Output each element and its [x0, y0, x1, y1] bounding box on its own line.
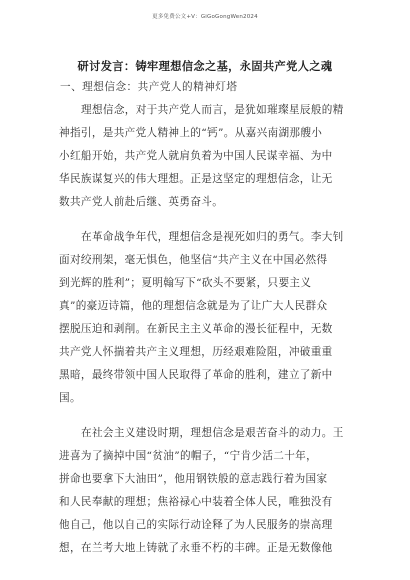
body-line: 他自己，他以自己的实际行动诠释了为人民服务的崇高理	[59, 519, 333, 531]
document-title: 研讨发言：铸牢理想信念之基，永固共产党人之魂	[77, 59, 333, 73]
header-note: 更多免费公文+V：GiGoGongWen2024	[152, 14, 258, 20]
body-line: 理想信念，对于共产党人而言，是犹如璀璨星辰般的精	[81, 104, 344, 116]
body-line: 小红船开始，共产党人就肩负着为中国人民谋幸福、为中	[59, 150, 333, 162]
body-line: 和人民奉献的理想；焦裕禄心中装着全体人民，唯独没有	[59, 496, 333, 508]
body-line: 真”的豪迈诗篇，他的理想信念就是为了让广大人民群众	[59, 300, 328, 312]
body-line: 在社会主义建设时期，理想信念是艰苦奋斗的动力。王	[81, 427, 344, 439]
body-line: 拼命也要拿下大油田”，他用钢铁般的意志践行着为国家	[59, 473, 328, 485]
body-line: 摆脱压迫和剥削。在新民主主义革命的漫长征程中，无数	[59, 323, 333, 335]
body-line: 面对绞刑架，毫无惧色，他坚信“共产主义在中国必然得	[59, 254, 328, 266]
body-line: 黑暗，最终带领中国人民取得了革命的胜利，建立了新中	[59, 369, 333, 381]
body-line: 国。	[59, 392, 81, 404]
body-line: 神指引，是共产党人精神上的“钙”。从嘉兴南湖那艘小	[59, 127, 323, 139]
section-heading: 一、理想信念：共产党人的精神灯塔	[60, 81, 238, 93]
body-line: 进喜为了摘掉中国“贫油”的帽子，“宁肯少活二十年，	[59, 450, 318, 462]
body-line: 想，在兰考大地上铸就了永垂不朽的丰碑。正是无数像他	[59, 542, 333, 554]
body-line: 在革命战争年代，理想信念是视死如归的勇气。李大钊	[81, 231, 344, 243]
body-line: 共产党人怀揣着共产主义理想，历经艰难险阻，冲破重重	[59, 346, 333, 358]
body-line: 到光辉的胜利”；夏明翰写下“砍头不要紧，只要主义	[59, 277, 312, 289]
body-line: 数共产党人前赴后继、英勇奋斗。	[59, 196, 224, 208]
body-line: 华民族谋复兴的伟大理想。正是这坚定的理想信念，让无	[59, 173, 333, 185]
